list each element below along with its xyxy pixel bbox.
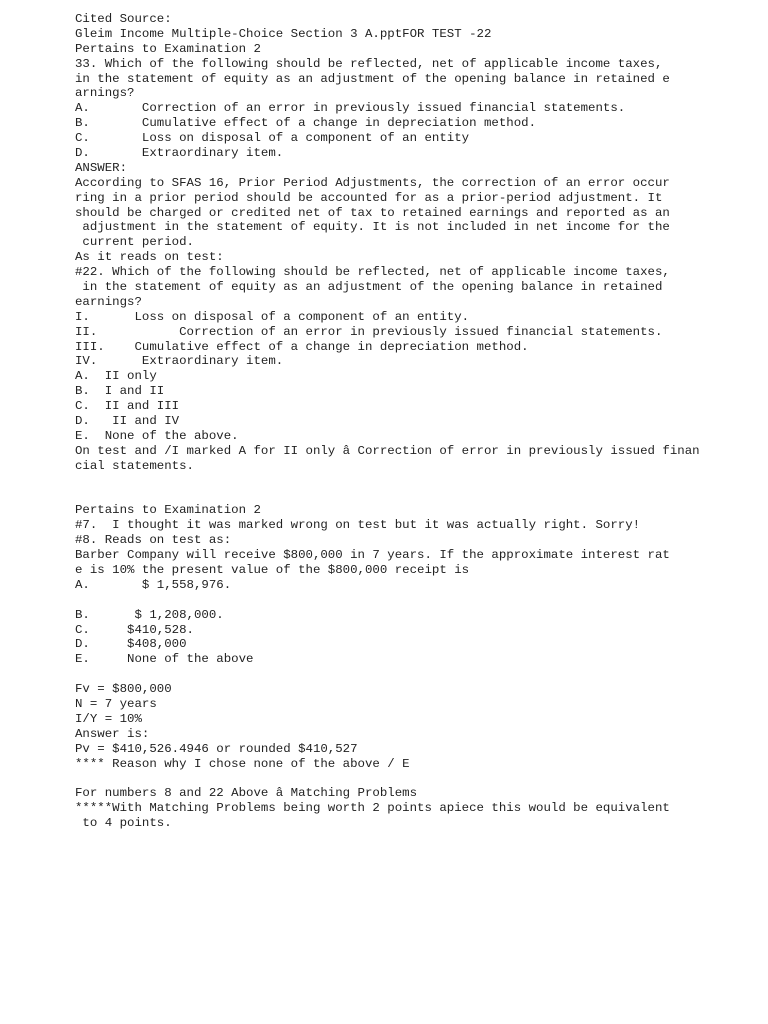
text-line: earnings? — [75, 294, 142, 309]
text-line: should be charged or credited net of tax to retained earnings and reported as an — [75, 205, 670, 220]
text-line: in the statement of equity as an adjustment of the opening balance in retained — [75, 280, 663, 295]
text-line: #8. Reads on test as: — [75, 533, 232, 548]
text-line: According to SFAS 16, Prior Period Adjustments, the correction of an error occur — [75, 175, 670, 190]
blank-line — [75, 474, 755, 489]
text-line: Pertains to Examination 2 — [75, 41, 261, 56]
text-line: For numbers 8 and 22 Above â Matching Problems — [75, 786, 418, 801]
text-line: in the statement of equity as an adjustment of the opening balance in retained e — [75, 71, 670, 86]
text-line: E. None of the above. — [75, 428, 239, 443]
text-line: ring in a prior period should be accounted for as a prior-period adjustment. It — [75, 190, 663, 205]
text-line: current period. — [75, 235, 194, 250]
text-line: D. II and IV — [75, 414, 180, 429]
text-line: to 4 points. — [75, 816, 172, 831]
blank-line — [75, 489, 755, 504]
blank-line — [75, 771, 755, 786]
text-line: B. Cumulative effect of a change in depreciation method. — [75, 116, 537, 131]
text-line: Barber Company will receive $800,000 in 7 years. If the approximate interest rat — [75, 548, 670, 563]
text-line: #22. Which of the following should be reflected, net of applicable income taxes, — [75, 265, 670, 280]
text-line: arnings? — [75, 86, 135, 101]
text-line: I. Loss on disposal of a component of an entity. — [75, 309, 470, 324]
text-line: A. Correction of an error in previously issued financial statements. — [75, 101, 626, 116]
text-line: III. Cumulative effect of a change in depreciation method. — [75, 339, 529, 354]
text-line: Answer is: — [75, 726, 150, 741]
text-line: N = 7 years — [75, 696, 157, 711]
text-line: As it reads on test: — [75, 250, 224, 265]
text-line: adjustment in the statement of equity. It is not included in net income for the — [75, 220, 670, 235]
text-line: Pertains to Examination 2 — [75, 503, 261, 518]
text-line: C. II and III — [75, 399, 180, 414]
text-line: 33. Which of the following should be reflected, net of applicable income taxes, — [75, 56, 663, 71]
text-line: B. $ 1,208,000. — [75, 607, 224, 622]
text-line: #7. I thought it was marked wrong on test but it was actually right. Sorry! — [75, 518, 641, 533]
text-line: Gleim Income Multiple-Choice Section 3 A.pptFOR TEST -22 — [75, 26, 492, 41]
text-line: A. $ 1,558,976. — [75, 577, 232, 592]
text-line: On test and /I marked A for II only â Correction of error in previously issued finan — [75, 443, 700, 458]
text-line: D. $408,000 — [75, 637, 187, 652]
text-line: *****With Matching Problems being worth 2 points apiece this would be equivalent — [75, 801, 670, 816]
text-line: **** Reason why I chose none of the above / E — [75, 756, 410, 771]
text-line: Fv = $800,000 — [75, 682, 172, 697]
text-line: Pv = $410,526.4946 or rounded $410,527 — [75, 741, 358, 756]
text-line: A. II only — [75, 369, 157, 384]
blank-line — [75, 667, 755, 682]
document-page — [75, 12, 755, 831]
text-line: ANSWER: — [75, 160, 128, 175]
text-line: Cited Source: — [75, 12, 172, 26]
blank-line — [75, 593, 755, 608]
text-line: e is 10% the present value of the $800,000 receipt is — [75, 562, 470, 577]
text-line: B. I and II — [75, 384, 165, 399]
text-line: D. Extraordinary item. — [75, 146, 284, 161]
text-line: II. Correction of an error in previously issued financial statements. — [75, 324, 663, 339]
text-line: C. $410,528. — [75, 622, 194, 637]
text-line: IV. Extraordinary item. — [75, 354, 284, 369]
text-line: C. Loss on disposal of a component of an entity — [75, 131, 470, 146]
text-line: cial statements. — [75, 458, 194, 473]
text-line: E. None of the above — [75, 652, 254, 667]
text-line: I/Y = 10% — [75, 711, 142, 726]
